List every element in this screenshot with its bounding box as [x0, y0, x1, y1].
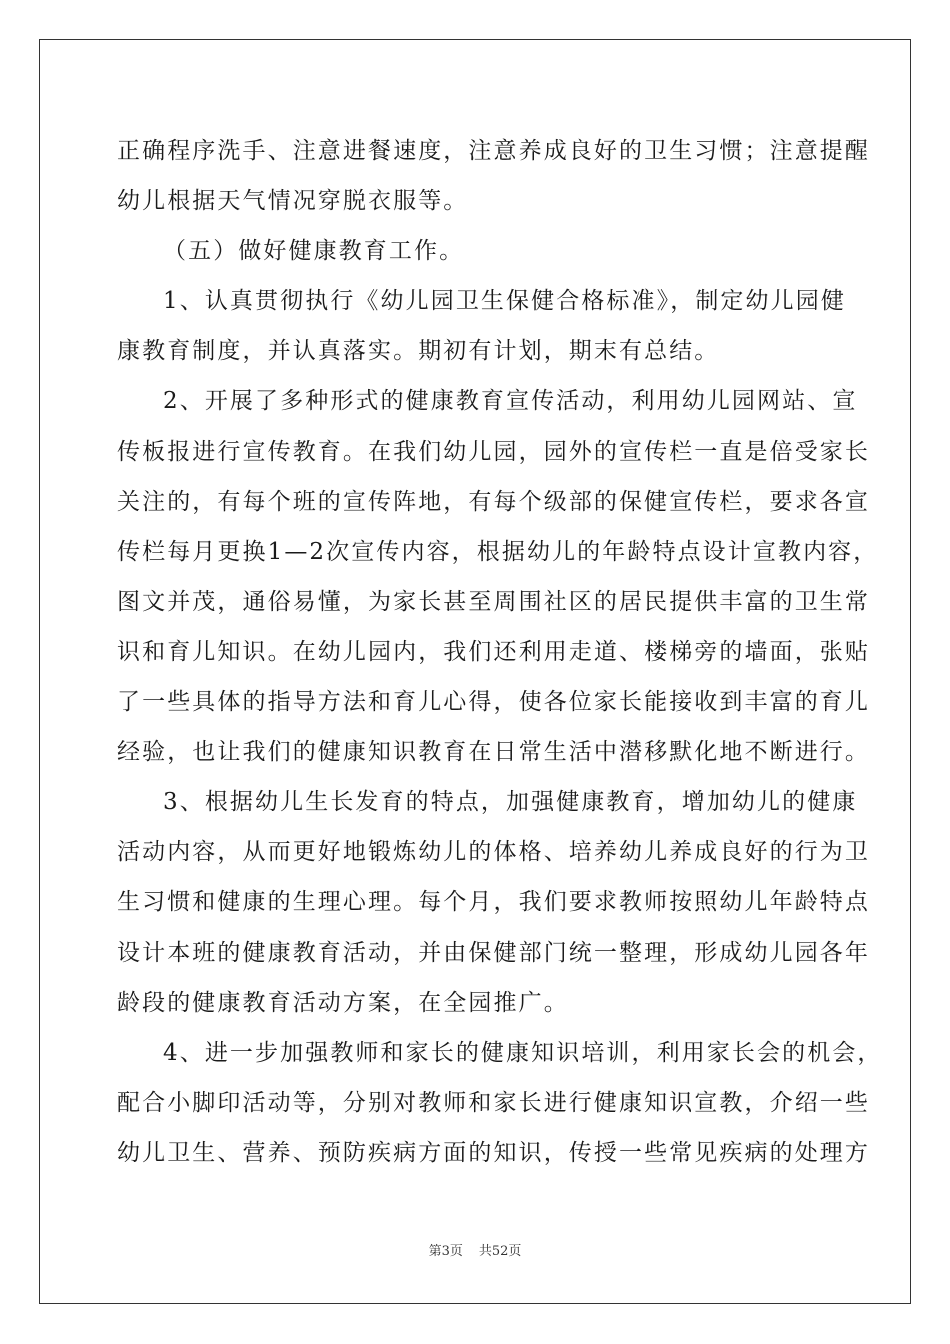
text-line: 幼儿根据天气情况穿脱衣服等。 [117, 188, 469, 215]
text-line: 传栏每月更换1—2次宣传内容，根据幼儿的年龄特点设计宣教内容， [117, 538, 879, 565]
text-line: 康教育制度，并认真落实。期初有计划，期末有总结。 [117, 338, 720, 365]
text-line: 识和育儿知识。在幼儿园内，我们还利用走道、楼梯旁的墙面，张贴 [117, 638, 870, 665]
text-line: 正确程序洗手、注意进餐速度，注意养成良好的卫生习惯；注意提醒 [117, 138, 870, 164]
text-line: 3、根据幼儿生长发育的特点，加强健康教育，增加幼儿的健康 [163, 789, 858, 816]
total-pages-label: 共52页 [478, 1244, 522, 1259]
page-footer [0, 1240, 950, 1259]
text-line: 龄段的健康教育活动方案，在全园推广。 [117, 989, 569, 1016]
text-line: 生习惯和健康的生理心理。每个月，我们要求教师按照幼儿年龄特点 [117, 889, 870, 916]
text-line: 传板报进行宣传教育。在我们幼儿园，园外的宣传栏一直是倍受家长 [117, 438, 870, 465]
current-page-label: 第3页 [428, 1244, 463, 1259]
text-line: 活动内容，从而更好地锻炼幼儿的体格、培养幼儿养成良好的行为卫 [117, 839, 870, 866]
text-line: 2、开展了多种形式的健康教育宣传活动，利用幼儿园网站、宣 [163, 388, 858, 415]
text-line: （五）做好健康教育工作。 [163, 238, 465, 265]
text-line: 配合小脚印活动等，分别对教师和家长进行健康知识宣教，介绍一些 [117, 1089, 870, 1116]
text-line: 1、认真贯彻执行《幼儿园卫生保健合格标准》，制定幼儿园健 [163, 288, 846, 315]
text-line: 设计本班的健康教育活动，并由保健部门统一整理，形成幼儿园各年 [117, 939, 870, 966]
text-line: 幼儿卫生、营养、预防疾病方面的知识，传授一些常见疾病的处理方 [117, 1139, 870, 1166]
document-body [117, 126, 883, 1178]
text-line: 关注的，有每个班的宣传阵地，有每个级部的保健宣传栏，要求各宣 [117, 488, 870, 515]
text-line: 经验，也让我们的健康知识教育在日常生活中潜移默化地不断进行。 [117, 739, 870, 766]
text-line: 了一些具体的指导方法和育儿心得，使各位家长能接收到丰富的育儿 [117, 689, 870, 716]
text-line: 4、进一步加强教师和家长的健康知识培训，利用家长会的机会， [163, 1039, 883, 1066]
text-line: 图文并茂，通俗易懂，为家长甚至周围社区的居民提供丰富的卫生常 [117, 588, 870, 615]
